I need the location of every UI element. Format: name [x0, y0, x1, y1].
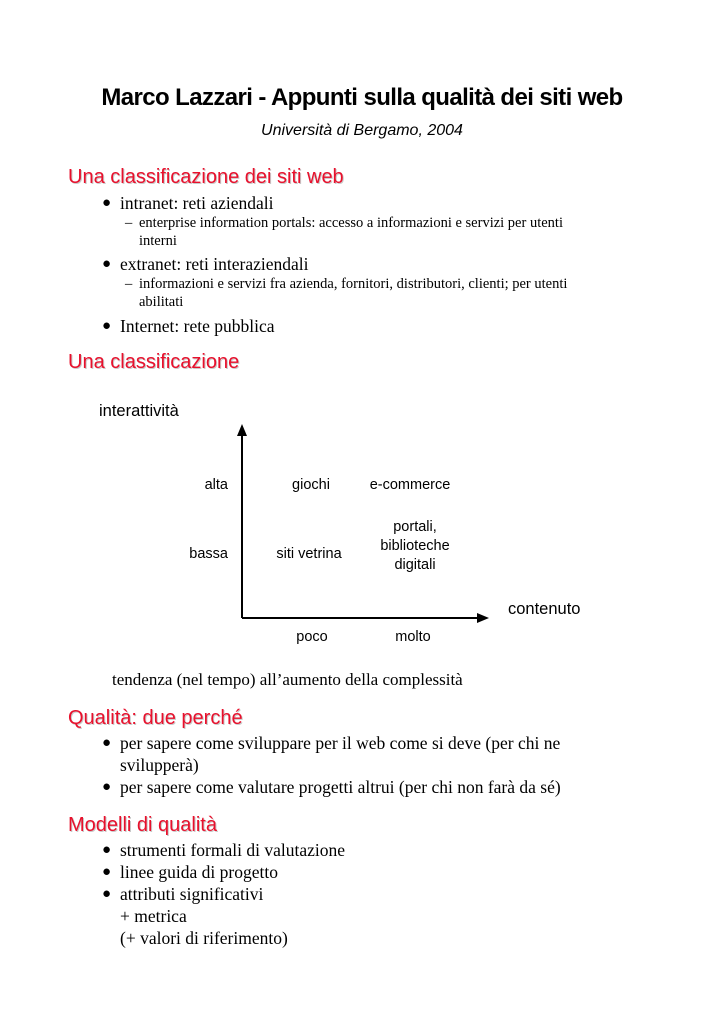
section-heading-classificazione-siti: Una classificazione dei siti web: [68, 166, 344, 188]
bullet-text: strumenti formali di valutazione: [120, 840, 346, 860]
cell-portali-line: digitali: [394, 557, 436, 573]
x-axis-arrow-icon: [477, 613, 489, 623]
bullet-dot-icon: ●: [102, 886, 112, 902]
continuation-metrica: + metrica: [120, 906, 187, 926]
bullet-text: per sapere come valutare progetti altrui (per chi non farà da sé): [120, 777, 561, 797]
cell-giochi: giochi: [292, 477, 330, 493]
bullet-dot-icon: ●: [102, 779, 112, 795]
row-label-alta: alta: [204, 477, 228, 493]
cell-portali-line: biblioteche: [380, 538, 450, 554]
y-axis-arrow-icon: [237, 424, 247, 436]
bullet-dot-icon: ●: [102, 842, 112, 858]
sub-item-extranet-continuation: abilitati: [139, 294, 184, 310]
bullet-sviluppare-continuation: svilupperà): [120, 755, 199, 775]
bullet-dot-icon: ●: [102, 864, 112, 880]
row-label-bassa: bassa: [189, 546, 228, 562]
bullet-dot-icon: ●: [102, 735, 112, 751]
dash-icon: –: [125, 215, 133, 231]
bullet-text: extranet: reti interaziendali: [120, 254, 309, 274]
bullet-text: per sapere come sviluppare per il web come si deve (per chi ne: [120, 733, 561, 753]
section-heading-qualita: Qualità: due perché: [68, 707, 243, 729]
col-label-poco: poco: [296, 629, 328, 645]
bullet-sviluppare: [102, 732, 561, 754]
bullet-text: linee guida di progetto: [120, 862, 278, 882]
col-label-molto: molto: [395, 629, 431, 645]
cell-e-commerce: e-commerce: [369, 477, 451, 493]
bullet-text: attributi significativi: [120, 884, 264, 904]
bullet-dot-icon: ●: [102, 256, 112, 272]
bullet-dot-icon: ●: [102, 318, 112, 334]
section-heading-classificazione: Una classificazione: [68, 351, 240, 373]
bullet-dot-icon: ●: [102, 195, 112, 211]
dash-icon: –: [125, 276, 133, 292]
cell-siti-vetrina: siti vetrina: [276, 546, 342, 562]
bullet-text: Internet: rete pubblica: [120, 316, 275, 336]
sub-item-text: enterprise information portals: accesso a informazioni e servizi per utenti: [139, 215, 563, 231]
page-subtitle: Università di Bergamo, 2004: [261, 122, 463, 139]
bullet-linee-guida: [102, 861, 278, 883]
y-axis-label: interattività: [99, 402, 179, 420]
bullet-attributi: [102, 883, 264, 905]
sub-item-text: informazioni e servizi fra azienda, fornitori, distributori, clienti; per utenti: [139, 276, 568, 292]
x-axis-label: contenuto: [508, 600, 581, 618]
cell-portali: [345, 518, 485, 575]
trend-note: tendenza (nel tempo) all’aumento della complessità: [112, 670, 463, 689]
continuation-valori: (+ valori di riferimento): [120, 928, 288, 948]
bullet-valutare: [102, 776, 561, 798]
page-title: Marco Lazzari - Appunti sulla qualità dei siti web: [101, 84, 623, 111]
section-heading-modelli: Modelli di qualità: [68, 814, 217, 836]
bullet-strumenti: [102, 839, 346, 861]
sub-item-intranet-continuation: interni: [139, 233, 177, 249]
cell-portali-line: portali,: [393, 519, 437, 535]
bullet-text: intranet: reti aziendali: [120, 193, 274, 213]
